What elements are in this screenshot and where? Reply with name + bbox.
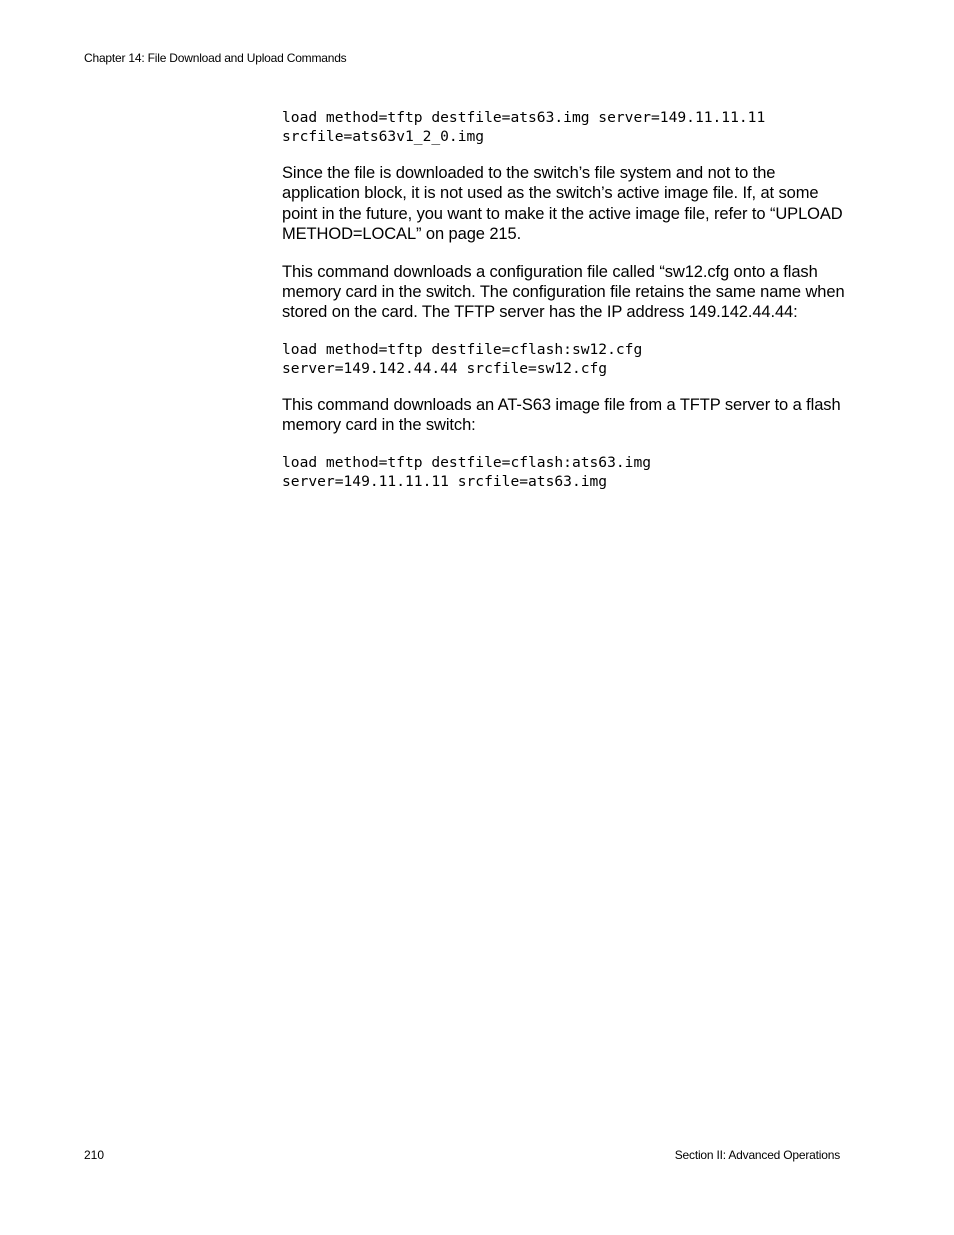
running-header: Chapter 14: File Download and Upload Commands bbox=[84, 51, 347, 65]
paragraph-config-download: This command downloads a configuration file called “sw12.cfg onto a flash memory card in the switch. The configuration file retains the same name when stored on the card. The TFTP server has the IP address 149.142.44.44: bbox=[282, 262, 845, 322]
paragraph-active-image-note: Since the file is downloaded to the switch’s file system and not to the application block, it is not used as the switch’s active image file. If, at some point in the future, you want to make it the active image file, refer to “UPLOAD METHOD=LOCAL” on page 215. bbox=[282, 164, 843, 244]
paragraph-image-download: This command downloads an AT-S63 image file from a TFTP server to a flash memory card in the switch: bbox=[282, 395, 841, 435]
footer-section-title: Section II: Advanced Operations bbox=[674, 1148, 840, 1162]
code-line: load method=tftp destfile=cflash:sw12.cfg bbox=[282, 340, 643, 358]
page-number: 210 bbox=[84, 1148, 105, 1162]
code-line: load method=tftp destfile=ats63.img server=149.11.11.11 bbox=[282, 109, 766, 126]
code-line: srcfile=ats63v1_2_0.img bbox=[282, 128, 485, 145]
code-example-1 bbox=[282, 108, 852, 146]
code-line: server=149.142.44.44 srcfile=sw12.cfg bbox=[282, 359, 608, 377]
code-example-3 bbox=[282, 453, 852, 491]
code-line: load method=tftp destfile=cflash:ats63.img bbox=[282, 453, 652, 471]
code-example-2 bbox=[282, 340, 852, 378]
code-line: server=149.11.11.11 srcfile=ats63.img bbox=[282, 472, 608, 490]
page-body bbox=[282, 108, 852, 491]
